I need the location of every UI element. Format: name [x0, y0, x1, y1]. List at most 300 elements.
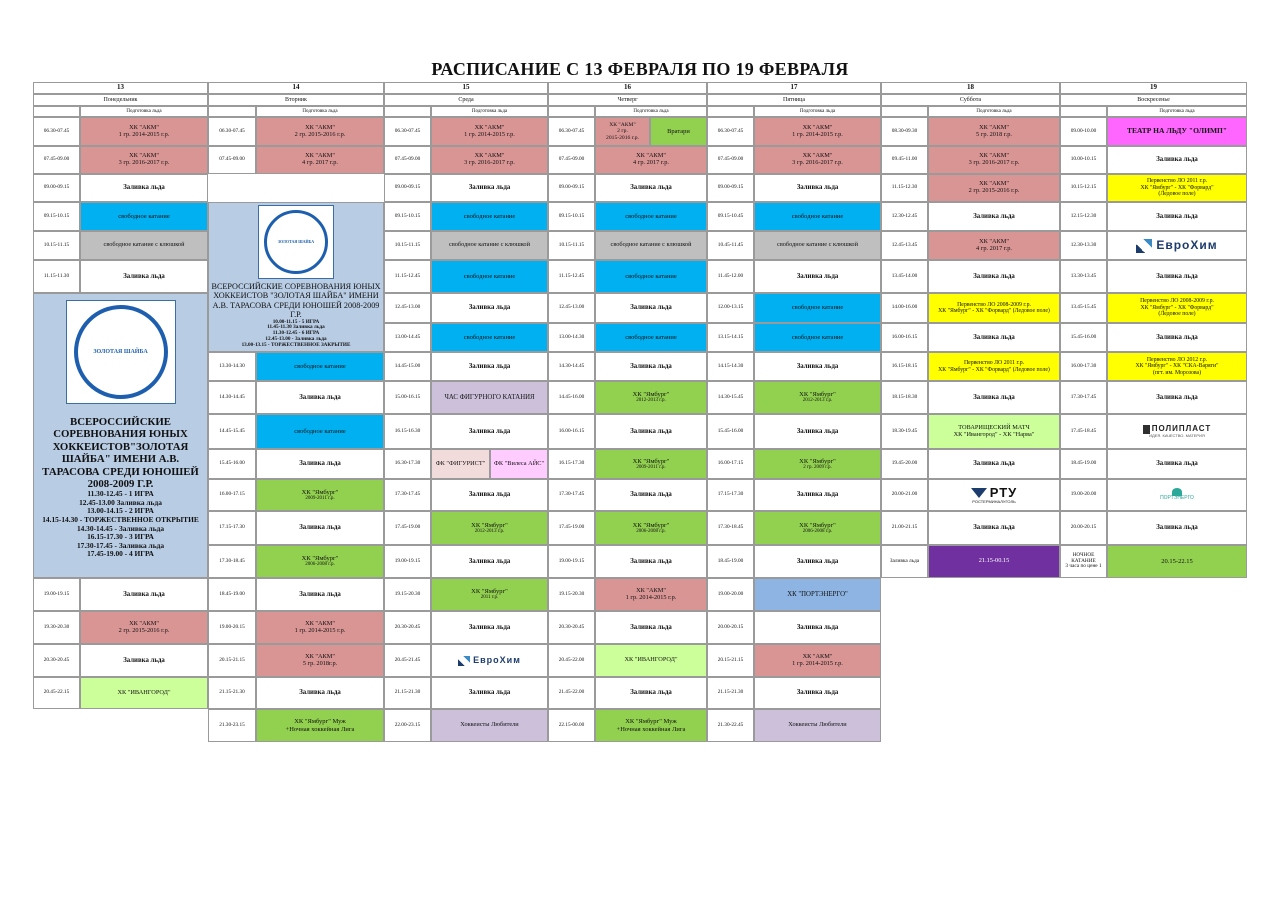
tournament-line: 11.30-12.45 - 1 ИГРА — [87, 489, 154, 499]
day-date: 16 — [548, 82, 707, 94]
session-cell: ХК "ИВАНГОРОД" — [80, 677, 208, 709]
time-slot: 06.30-07.45 — [707, 117, 754, 146]
session-cell: Первенство ЛО 2012 г.р. ХК "Ямбург" - ХК "СКА-Варяги" (пгт. им. Морозова) — [1107, 352, 1247, 381]
time-slot: 10.45-11.45 — [707, 231, 754, 260]
time-slot: 06.30-07.45 — [208, 117, 256, 146]
polyplast-logo-cell — [1107, 414, 1247, 449]
session-cell: свободное катание — [754, 293, 881, 323]
time-slot: 16.00-17.15 — [707, 449, 754, 479]
time-slot: 16.00-16.15 — [548, 414, 595, 449]
time-slot: 18.15-18.30 — [881, 381, 928, 414]
golden-puck-emblem-icon: ЗОЛОТАЯ ШАЙБА — [74, 305, 168, 399]
day-date: 15 — [384, 82, 548, 94]
portenergo-logo-cell — [1107, 479, 1247, 511]
cell-subtext: 2012-2013 г.р. — [636, 398, 666, 404]
time-slot: 06.30-07.45 — [384, 117, 431, 146]
session-cell: Заливка льда — [80, 644, 208, 677]
time-slot: 12.00-13.15 — [707, 293, 754, 323]
session-cell: ХК "Ямбург" 2006-2008 г.р. — [754, 511, 881, 545]
tournament-line: 17.30-17.45 - Заливка льда — [76, 540, 165, 550]
polyplast-logo-tag: ИДЕЯ. КАЧЕСТВО. МАТЕРИЯ — [1149, 432, 1205, 438]
time-slot: 17.45-19.00 — [384, 511, 431, 545]
prep-label: Подготовка льда — [754, 106, 881, 117]
session-cell: Заливка льда — [256, 511, 384, 545]
time-slot: 13.30-14.30 — [208, 352, 256, 381]
prep-time-blank — [881, 106, 928, 117]
session-cell: Заливка льда — [431, 677, 548, 709]
session-cell: Заливка льда — [431, 545, 548, 578]
time-slot: 20.00-20.15 — [707, 611, 754, 644]
time-slot: 21.30-23.15 — [208, 709, 256, 742]
time-slot: 16.15-16.30 — [384, 414, 431, 449]
golden-puck-logo-small — [258, 205, 334, 279]
time-slot: 14.45-16.00 — [548, 381, 595, 414]
rtu-logo-icon — [971, 486, 1018, 500]
time-slot: 21.15-21.30 — [208, 677, 256, 709]
time-slot: 09.45-11.00 — [881, 146, 928, 174]
time-slot: 17.30-17.45 — [384, 479, 431, 511]
session-cell: ХК "АКМ" 2 гр. 2015-2016 г.р. — [256, 117, 384, 146]
session-cell: ХК "Ямбург" 2009-2011 г.р. — [595, 449, 707, 479]
eurochem-logo-icon — [458, 656, 470, 666]
session-cell: Заливка льда — [80, 174, 208, 202]
prep-label: Подготовка льда — [80, 106, 208, 117]
session-cell: Заливка льда — [256, 449, 384, 479]
session-cell: Заливка льда — [595, 479, 707, 511]
session-cell: Заливка льда — [595, 174, 707, 202]
time-slot: 11.15-12.30 — [881, 174, 928, 202]
prep-time-blank — [548, 106, 595, 117]
time-slot: 12.45-13.45 — [881, 231, 928, 260]
session-cell: Заливка льда — [928, 202, 1060, 231]
time-slot: 12.15-12.30 — [1060, 202, 1107, 231]
session-cell: Заливка льда — [80, 578, 208, 611]
time-slot: 11.15-12.45 — [548, 260, 595, 293]
session-cell: 21.15-00.15 — [928, 545, 1060, 578]
time-slot: 12.45-13.00 — [548, 293, 595, 323]
time-slot: 13.15-14.15 — [707, 323, 754, 352]
session-cell: Заливка льда — [754, 611, 881, 644]
tournament-line: 11.30-12.45 - 6 ИГРА — [272, 330, 320, 337]
session-cell: Заливка льда — [1107, 511, 1247, 545]
session-cell: ХК "ПОРТЭНЕРГО" — [754, 578, 881, 611]
session-cell: Заливка льда — [928, 260, 1060, 293]
session-cell: ЧАС ФИГУРНОГО КАТАНИЯ — [431, 381, 548, 414]
time-slot: 17.30-17.45 — [1060, 381, 1107, 414]
time-slot: 20.15-21.15 — [208, 644, 256, 677]
day-weekday: Суббота — [881, 94, 1060, 106]
session-cell: Заливка льда — [754, 479, 881, 511]
time-slot: 07.45-09.00 — [548, 146, 595, 174]
time-slot: 19.00-19.15 — [384, 545, 431, 578]
time-slot: 21.15-21.30 — [707, 677, 754, 709]
session-cell: свободное катание — [595, 260, 707, 293]
time-slot: 12.30-12.45 — [881, 202, 928, 231]
session-cell: Заливка льда — [431, 293, 548, 323]
eurochem-logo-cell — [1107, 231, 1247, 260]
session-cell: ХК "Ямбург" 2012-2013 г.р. — [595, 381, 707, 414]
time-slot: 10.15-11.15 — [384, 231, 431, 260]
time-slot: 20.00-20.15 — [1060, 511, 1107, 545]
prep-time-blank — [384, 106, 431, 117]
time-slot: 17.30-18.45 — [707, 511, 754, 545]
tournament-line: 14.30-14.45 - Заливка льда — [76, 523, 165, 533]
time-slot: 14.00-16.00 — [881, 293, 928, 323]
day-weekday: Пятница — [707, 94, 881, 106]
session-cell: ХК "АКМ" 1 гр. 2014-2015 г.р. — [754, 117, 881, 146]
session-cell: Заливка льда — [256, 578, 384, 611]
time-slot: 09.15-10.15 — [33, 202, 80, 231]
tournament-panel-big — [33, 293, 208, 578]
time-slot: 19.15-20.30 — [384, 578, 431, 611]
session-cell: ХК "Ямбург" 2012-2013 г.р. — [754, 381, 881, 414]
time-slot: 21.45-22.00 — [548, 677, 595, 709]
session-cell: Заливка льда — [1107, 381, 1247, 414]
time-slot: 19.45-20.00 — [881, 449, 928, 479]
eurochem-logo-icon — [1136, 239, 1152, 253]
time-slot: 20.45-22.00 — [548, 644, 595, 677]
session-cell: Первенство ЛО 2011 г.р. ХК "Ямбург" - ХК "Форвард" (Ледовое поле) — [1107, 174, 1247, 202]
session-cell: ХК "Ямбург" 2011 г.р. — [431, 578, 548, 611]
time-slot: 20.45-22.15 — [33, 677, 80, 709]
cell-subtext: 2009-2011 г.р. — [636, 464, 666, 470]
session-cell: ХК "АКМ" 5 гр. 2018 г.р. — [928, 117, 1060, 146]
tournament-title-big: ВСЕРОССИЙСКИЕ СОРЕВНОВАНИЯ ЮНЫХ ХОККЕИСТОВ"ЗОЛОТАЯ ШАЙБА" ИМЕНИ А.В. ТАРАСОВА СРЕДИ ЮНОШЕЙ 2008-2009 Г.Р. — [42, 416, 199, 491]
day-date: 17 — [707, 82, 881, 94]
cell-subtext: 2012-2013 г.р. — [802, 398, 833, 404]
prep-label: Подготовка льда — [595, 106, 707, 117]
session-cell: ХК "АКМ" 1 гр. 2014-2015 г.р. — [256, 611, 384, 644]
session-cell: ТЕАТР НА ЛЬДУ "ОЛИМП" — [1107, 117, 1247, 146]
time-slot: 20.30-20.45 — [384, 611, 431, 644]
time-slot: 07.45-09.00 — [33, 146, 80, 174]
session-cell: Заливка льда — [256, 381, 384, 414]
prep-time-blank — [33, 106, 80, 117]
time-slot: 06.30-07.45 — [548, 117, 595, 146]
time-slot: 14.15-14.30 — [707, 352, 754, 381]
time-slot: 09.00-09.15 — [548, 174, 595, 202]
prep-label: Подготовка льда — [1107, 106, 1247, 117]
time-slot: 18.45-19.00 — [707, 545, 754, 578]
time-slot: 10.15-12.15 — [1060, 174, 1107, 202]
time-slot: 09.00-09.15 — [707, 174, 754, 202]
day-date: 18 — [881, 82, 1060, 94]
session-cell: ХК "Ямбург" 2012-2013 г.р. — [431, 511, 548, 545]
session-cell: свободное катание — [595, 323, 707, 352]
eurochem-logo-text: ЕвроХим — [473, 654, 521, 665]
session-cell: Заливка льда — [431, 352, 548, 381]
rtu-logo-sub: РОСТЕРМИНАЛУГОЛЬ — [972, 498, 1016, 504]
session-cell: свободное катание — [256, 352, 384, 381]
time-slot: 16.00-17.30 — [1060, 352, 1107, 381]
session-cell: Заливка льда — [754, 545, 881, 578]
time-slot: 13.45-14.00 — [881, 260, 928, 293]
tournament-panel-small — [208, 202, 384, 352]
time-slot: 17.30-17.45 — [548, 479, 595, 511]
tournament-line: 14.15-14.30 - ТОРЖЕСТВЕННОЕ ОТКРЫТИЕ — [42, 514, 199, 524]
tournament-line: 10.00-11.15 - 5 ИГРА — [272, 318, 320, 325]
time-slot: 16.15-17.30 — [548, 449, 595, 479]
time-slot: 09.15-10.15 — [384, 202, 431, 231]
time-slot: 20.45-21.45 — [384, 644, 431, 677]
time-slot: 14.45-15.00 — [384, 352, 431, 381]
time-slot: 09.15-10.45 — [707, 202, 754, 231]
session-cell: Заливка льда — [431, 414, 548, 449]
tournament-line: 12.45-13.00 - Заливка льда — [265, 335, 327, 342]
time-slot: 17.45-18.45 — [1060, 414, 1107, 449]
tournament-title-small: ВСЕРОССИЙСКИЕ СОРЕВНОВАНИЯ ЮНЫХ ХОККЕИСТОВ "ЗОЛОТАЯ ШАЙБА" ИМЕНИ А.В. ТАРАСОВА СРЕДИ ЮНОШЕЙ 2008-2009 Г.Р. — [211, 282, 381, 320]
session-cell: Заливка льда — [431, 174, 548, 202]
session-cell: Заливка льда — [928, 323, 1060, 352]
session-cell: Заливка льда — [256, 677, 384, 709]
session-cell: Заливка льда — [595, 414, 707, 449]
session-cell: свободное катание — [595, 202, 707, 231]
session-cell: Заливка льда — [754, 677, 881, 709]
time-slot: 14.30-15.45 — [707, 381, 754, 414]
page-title: РАСПИСАНИЕ С 13 ФЕВРАЛЯ ПО 19 ФЕВРАЛЯ — [431, 59, 849, 79]
session-cell: Заливка льда — [1107, 260, 1247, 293]
session-cell: ХК "Ямбург" Муж +Ночная хоккейная Лига — [595, 709, 707, 742]
session-cell: ХК "АКМ" 1 гр. 2014-2015 г.р. — [754, 644, 881, 677]
tournament-line: 13.00-13.15 - ТОРЖЕСТВЕННОЕ ЗАКРЫТИЕ — [241, 341, 351, 348]
session-cell: ХК "АКМ" 2 гр. 2015-2016 г.р. — [928, 174, 1060, 202]
cell-subtext: 2011 г.р. — [480, 595, 499, 601]
time-slot: 19.30-20.30 — [33, 611, 80, 644]
time-slot: 13.30-13.45 — [1060, 260, 1107, 293]
day-date: 13 — [33, 82, 208, 94]
time-slot: 09.00-09.15 — [384, 174, 431, 202]
session-cell: ФК "Вилеса АЙС" — [490, 449, 548, 479]
session-cell: Заливка льда — [595, 611, 707, 644]
session-cell: ХК "Ямбург" Муж +Ночная хоккейная Лига — [256, 709, 384, 742]
time-slot: 22.15-00.00 — [548, 709, 595, 742]
session-cell: Заливка льда — [754, 414, 881, 449]
eurochem-logo-text: ЕвроХим — [1156, 237, 1218, 252]
time-slot: 13.45-15.45 — [1060, 293, 1107, 323]
session-cell: ХК "АКМ" 4 гр. 2017 г.р. — [928, 231, 1060, 260]
cell-subtext: 2012-2013 г.р. — [474, 528, 505, 534]
session-cell: свободное катание — [431, 323, 548, 352]
time-slot: 15.45-16.00 — [707, 414, 754, 449]
time-slot: 13.00-14.45 — [384, 323, 431, 352]
session-cell: свободное катание с клюшкой — [80, 231, 208, 260]
session-cell: ХК "ИВАНГОРОД" — [595, 644, 707, 677]
session-cell: ТОВАРИЩЕСКИЙ МАТЧ ХК "Ивангород" - ХК "Нарва" — [928, 414, 1060, 449]
time-slot: 21.30-22.45 — [707, 709, 754, 742]
session-cell: свободное катание — [431, 260, 548, 293]
time-slot: 20.15-21.15 — [707, 644, 754, 677]
session-cell: ХК "АКМ" 2 гр. 2015-2016 г.р. — [595, 117, 650, 146]
session-cell: Заливка льда — [431, 611, 548, 644]
time-slot: 20.30-20.45 — [548, 611, 595, 644]
tournament-line: 16.15-17.30 - 3 ИГРА — [87, 532, 154, 542]
time-slot: 17.45-19.00 — [548, 511, 595, 545]
time-slot: 14.30-14.45 — [548, 352, 595, 381]
session-cell: ХК "АКМ" 1 гр. 2014-2015 г.р. — [80, 117, 208, 146]
time-slot: 16.15-18.15 — [881, 352, 928, 381]
session-cell: ХК "АКМ" 4 гр. 2017 г.р. — [256, 146, 384, 174]
golden-puck-emblem-icon: ЗОЛОТАЯ ШАЙБА — [264, 210, 328, 274]
session-cell: Заливка льда — [80, 260, 208, 293]
time-slot: 14.45-15.45 — [208, 414, 256, 449]
time-slot: 19.00-20.00 — [1060, 479, 1107, 511]
session-cell: ХК "АКМ" 1 гр. 2014-2015 г.р. — [431, 117, 548, 146]
cell-subtext: 2006-2008 г.р. — [802, 528, 833, 534]
session-cell: Хоккеисты Любители — [431, 709, 548, 742]
day-weekday: Вторник — [208, 94, 384, 106]
day-weekday: Воскресенье — [1060, 94, 1247, 106]
session-cell: Заливка льда — [754, 260, 881, 293]
session-cell: ХК "Ямбург" 2 гр. 2009 г.р. — [754, 449, 881, 479]
session-cell: Вратари — [650, 117, 707, 146]
time-slot: 21.15-21.30 — [384, 677, 431, 709]
rtu-logo-text: РТУ — [989, 484, 1018, 500]
cell-subtext: 2009-2011 г.р. — [305, 495, 335, 501]
time-slot: 11.15-12.45 — [384, 260, 431, 293]
time-slot: 19.00-19.15 — [33, 578, 80, 611]
time-slot: 18.45-19.00 — [208, 578, 256, 611]
session-cell: Заливка льда — [1107, 449, 1247, 479]
time-slot: 16.00-16.15 — [881, 323, 928, 352]
cell-subtext: 2 гр. 2009 г.р. — [803, 464, 832, 470]
eurochem-logo-cell — [431, 644, 548, 677]
time-slot: 12.30-13.30 — [1060, 231, 1107, 260]
session-cell: Первенство ЛО 2008-2009 г.р. ХК "Ямбург" - ХК "Форвард" (Ледовое поле) — [928, 293, 1060, 323]
day-date: 19 — [1060, 82, 1247, 94]
rtu-logo-cell — [928, 479, 1060, 511]
time-slot: 15.45-16.00 — [1060, 323, 1107, 352]
time-slot: 20.00-21.00 — [881, 479, 928, 511]
session-cell: ФК "ФИГУРИСТ" — [431, 449, 490, 479]
tournament-line: 12.45-13.00 Заливка льда — [79, 497, 162, 507]
session-cell: свободное катание — [431, 202, 548, 231]
time-slot: 09.00-09.15 — [33, 174, 80, 202]
time-slot: 10.00-10.15 — [1060, 146, 1107, 174]
time-slot: 10.15-11.15 — [548, 231, 595, 260]
session-cell: ХК "АКМ" 3 гр. 2016-2017 г.р. — [928, 146, 1060, 174]
time-slot: 12.45-13.00 — [384, 293, 431, 323]
time-slot: 07.45-09.00 — [707, 146, 754, 174]
session-cell: Заливка льда — [928, 381, 1060, 414]
time-slot: 10.15-11.15 — [33, 231, 80, 260]
time-slot: 08.30-09.30 — [881, 117, 928, 146]
time-slot: 18.30-19.45 — [881, 414, 928, 449]
session-cell: Заливка льда — [595, 545, 707, 578]
session-cell: Первенство ЛО 2011 г.р. ХК "Ямбург" - ХК "Форвард" (Ледовое поле) — [928, 352, 1060, 381]
session-cell: Заливка льда — [595, 293, 707, 323]
session-cell: ХК "АКМ" 3 гр. 2016-2017 г.р. — [431, 146, 548, 174]
time-slot: 09.00-10.00 — [1060, 117, 1107, 146]
time-slot: 19.00-20.15 — [208, 611, 256, 644]
time-slot: 07.45-09.00 — [208, 146, 256, 174]
time-slot: 14.30-14.45 — [208, 381, 256, 414]
prep-time-blank — [707, 106, 754, 117]
cell-subtext: 2006-2008 г.р. — [305, 562, 335, 568]
session-cell: Заливка льда — [1107, 202, 1247, 231]
time-slot: 15.45-16.00 — [208, 449, 256, 479]
time-slot: Заливка льда — [881, 545, 928, 578]
session-cell: ХК "АКМ" 5 гр. 2018г.р. — [256, 644, 384, 677]
time-slot: 11.15-11.30 — [33, 260, 80, 293]
time-slot: 20.30-20.45 — [33, 644, 80, 677]
session-cell: ХК "АКМ" 4 гр. 2017 г.р. — [595, 146, 707, 174]
session-cell: ХК "АКМ" 3 гр. 2016-2017 г.р. — [754, 146, 881, 174]
portenergo-logo-text: ПОРТЭНЕРГО — [1160, 495, 1194, 502]
time-slot: НОЧНОЕ КАТАНИЕ 3 часа по цене 1 — [1060, 545, 1107, 578]
day-weekday: Понедельник — [33, 94, 208, 106]
session-cell: ХК "Ямбург" 2009-2011 г.р. — [256, 479, 384, 511]
time-slot: 21.00-21.15 — [881, 511, 928, 545]
cell-subtext: 2006-2008 г.р. — [636, 528, 666, 534]
session-cell: свободное катание — [754, 202, 881, 231]
session-cell: Заливка льда — [928, 449, 1060, 479]
session-cell: ХК "АКМ" 2 гр. 2015-2016 г.р. — [80, 611, 208, 644]
session-cell: Первенство ЛО 2008-2009 г.р. ХК "Ямбург" - ХК "Форвард" (Ледовое поле) — [1107, 293, 1247, 323]
time-slot: 18.45-19.00 — [1060, 449, 1107, 479]
day-weekday: Среда — [384, 94, 548, 106]
session-cell: Заливка льда — [431, 479, 548, 511]
prep-time-blank — [1060, 106, 1107, 117]
session-cell: свободное катание — [256, 414, 384, 449]
session-cell: Заливка льда — [754, 174, 881, 202]
session-cell: свободное катание — [80, 202, 208, 231]
session-cell: Заливка льда — [754, 352, 881, 381]
time-slot: 19.00-20.00 — [707, 578, 754, 611]
time-slot: 09.15-10.15 — [548, 202, 595, 231]
session-cell: Заливка льда — [1107, 146, 1247, 174]
session-cell: 20.15-22.15 — [1107, 545, 1247, 578]
time-slot: 11.45-12.00 — [707, 260, 754, 293]
day-date: 14 — [208, 82, 384, 94]
polyplast-logo-text: ПОЛИПЛАСТ — [1151, 423, 1212, 433]
session-cell: ХК "Ямбург" 2006-2008 г.р. — [256, 545, 384, 578]
prep-label: Подготовка льда — [256, 106, 384, 117]
time-slot: 17.30-18.45 — [208, 545, 256, 578]
session-cell: свободное катание с клюшкой — [595, 231, 707, 260]
session-cell: Заливка льда — [928, 511, 1060, 545]
time-slot: 06.30-07.45 — [33, 117, 80, 146]
session-cell: ХК "АКМ" 1 гр. 2014-2015 г.р. — [595, 578, 707, 611]
day-weekday: Четверг — [548, 94, 707, 106]
tournament-line: 13.00-14.15 - 2 ИГРА — [87, 506, 154, 516]
time-slot: 16.00-17.15 — [208, 479, 256, 511]
session-cell: Заливка льда — [595, 352, 707, 381]
time-slot: 22.00-23.15 — [384, 709, 431, 742]
time-slot: 19.00-19.15 — [548, 545, 595, 578]
time-slot: 13.00-14.30 — [548, 323, 595, 352]
session-cell: свободное катание с клюшкой — [431, 231, 548, 260]
time-slot: 16.30-17.30 — [384, 449, 431, 479]
session-cell: ХК "Ямбург" 2006-2008 г.р. — [595, 511, 707, 545]
time-slot: 17.15-17.30 — [707, 479, 754, 511]
session-cell: Заливка льда — [1107, 323, 1247, 352]
session-cell: Заливка льда — [595, 677, 707, 709]
tournament-line: 17.45-19.00 - 4 ИГРА — [87, 549, 154, 559]
session-cell: свободное катание — [754, 323, 881, 352]
session-cell: свободное катание с клюшкой — [754, 231, 881, 260]
session-cell: ХК "АКМ" 3 гр. 2016-2017 г.р. — [80, 146, 208, 174]
time-slot: 17.15-17.30 — [208, 511, 256, 545]
time-slot: 19.15-20.30 — [548, 578, 595, 611]
prep-label: Подготовка льда — [431, 106, 548, 117]
golden-puck-logo-big — [66, 300, 176, 404]
prep-time-blank — [208, 106, 256, 117]
time-slot: 07.45-09.00 — [384, 146, 431, 174]
prep-label: Подготовка льда — [928, 106, 1060, 117]
tournament-line: 11.45-11.30 Заливка льда — [267, 324, 325, 331]
time-slot: 15.00-16.15 — [384, 381, 431, 414]
session-cell: Хоккеисты Любители — [754, 709, 881, 742]
